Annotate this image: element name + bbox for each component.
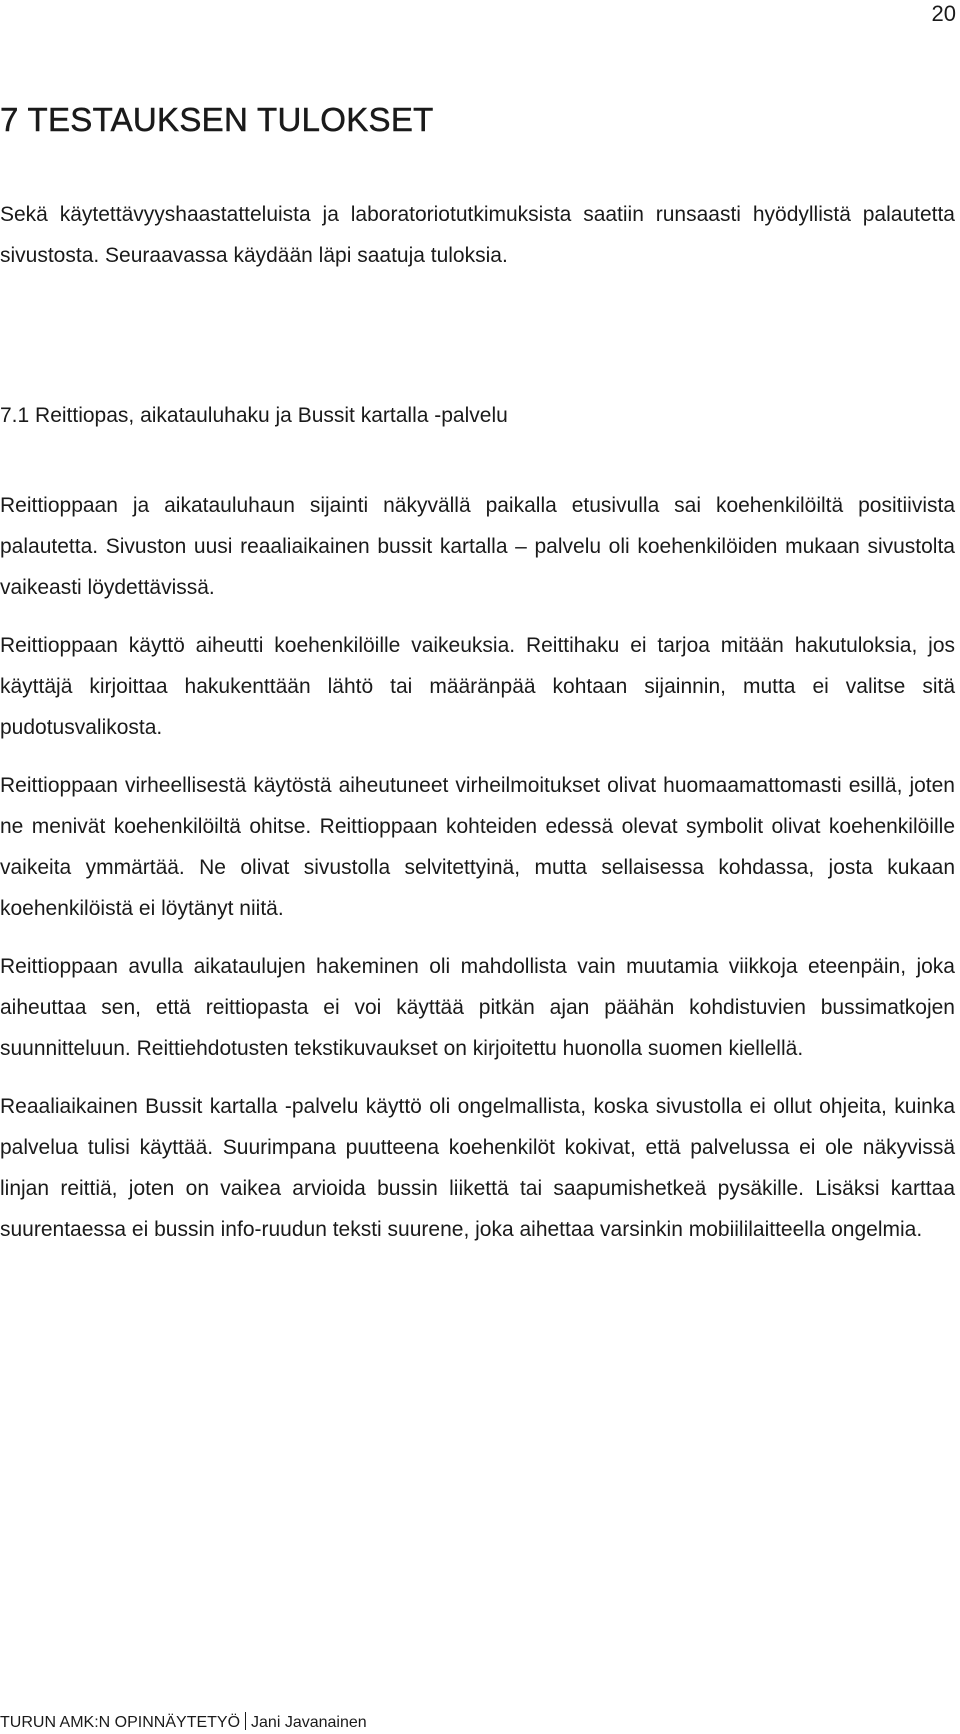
footer-author: Jani Javanainen: [251, 1714, 367, 1731]
page-footer: [0, 1712, 367, 1733]
paragraph-2: Reittioppaan käyttö aiheutti koehenkilöille vaikeuksia. Reittihaku ei tarjoa mitään hakutuloksia, jos käyttäjä kirjoittaa hakukenttään lähtö tai määränpää kohtaan sijainnin, mutta ei valitse sitä pudotusvalikosta.: [0, 634, 955, 739]
footer-separator: [245, 1712, 246, 1730]
section-title: 7.1 Reittiopas, aikatauluhaku ja Bussit kartalla -palvelu: [0, 404, 508, 427]
section-body: [0, 485, 955, 1250]
footer-institution: TURUN AMK:N OPINNÄYTETYÖ: [0, 1714, 241, 1731]
paragraph-4: Reittioppaan avulla aikataulujen hakeminen oli mahdollista vain muutamia viikkoja eteenpäin, joka aiheuttaa sen, että reittiopasta ei voi käyttää pitkän ajan päähän kohdistuvien bussimatkojen suunnitteluun. Reittiehdotusten tekstikuvaukset on kirjoitettu huonolla suomen kiellellä.: [0, 955, 955, 1060]
intro-section: [0, 194, 955, 276]
page-number: 20: [931, 1, 956, 26]
paragraph-5: Reaaliaikainen Bussit kartalla -palvelu käyttö oli ongelmallista, koska sivustolla ei ollut ohjeita, kuinka palvelua tulisi käyttää. Suurimpana puutteena koehenkilöt kokivat, että palvelussa ei ole näkyvissä linjan reittiä, joten on vaikea arvioida bussin liikettä tai saapumishetkeä pysäkille. Lisäksi karttaa suurentaessa ei bussin info-ruudun teksti suurene, joka aihettaa varsinkin mobiililaitteella ongelmia.: [0, 1095, 955, 1241]
intro-paragraph: Sekä käytettävyyshaastatteluista ja laboratoriotutkimuksista saatiin runsaasti hyödyllistä palautetta sivustosta. Seuraavassa käydään läpi saatuja tuloksia.: [0, 203, 955, 267]
paragraph-3: Reittioppaan virheellisestä käytöstä aiheutuneet virheilmoitukset olivat huomaamattomasti esillä, joten ne menivät koehenkilöiltä ohitse. Reittioppaan kohteiden edessä olevat symbolit olivat koehenkilöille vaikeita ymmärtää. Ne olivat sivustolla selvitettyinä, mutta sellaisessa kohdassa, josta kukaan koehenkilöistä ei löytänyt niitä.: [0, 774, 955, 920]
chapter-title: 7 TESTAUKSEN TULOKSET: [0, 101, 434, 138]
paragraph-1: Reittioppaan ja aikatauluhaun sijainti näkyvällä paikalla etusivulla sai koehenkilöiltä positiivista palautetta. Sivuston uusi reaaliaikainen bussit kartalla – palvelu oli koehenkilöiden mukaan sivustolta vaikeasti löydettävissä.: [0, 494, 955, 599]
